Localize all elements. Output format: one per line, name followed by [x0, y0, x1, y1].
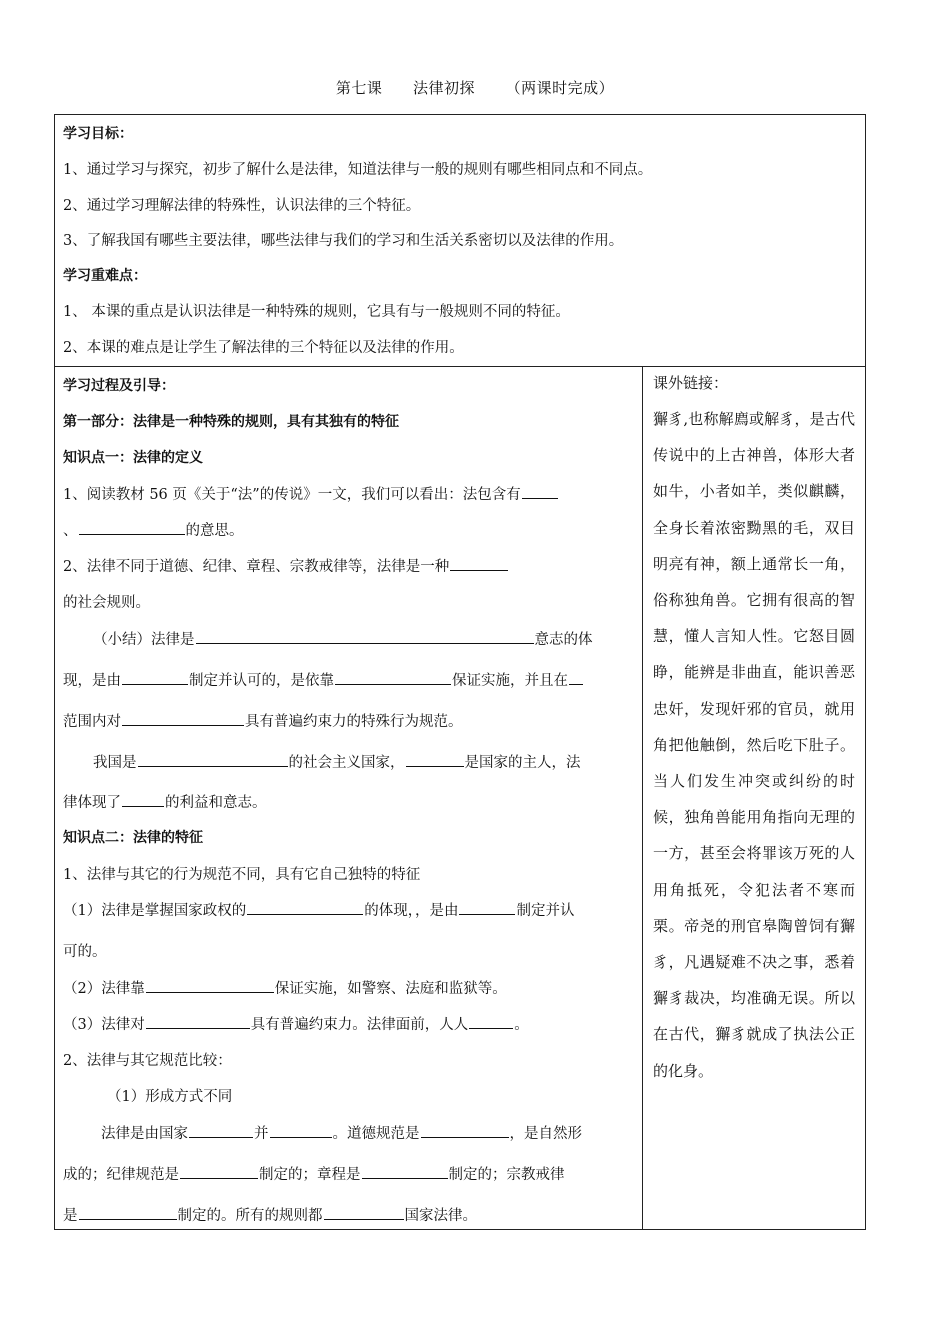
process-heading: 学习过程及引导：: [63, 378, 175, 394]
comparison-text: 法律是由国家: [101, 1126, 188, 1142]
country-text: 的社会主义国家，: [288, 755, 405, 771]
summary-line-3: [63, 710, 463, 731]
summary-text: 制定并认可的，是依靠: [189, 673, 334, 689]
country-line-2: [63, 791, 267, 812]
country-line-1: [93, 751, 581, 772]
feature-intro: 1、法律与其它的行为规范不同，具有它自己独特的特征: [63, 867, 421, 883]
question-2: [63, 555, 509, 576]
summary-line-2: [63, 669, 584, 690]
fill-blank[interactable]: [421, 1123, 509, 1138]
summary-text: 现，是由: [63, 673, 121, 689]
comparison-text: 制定的。所有的规则都: [177, 1208, 323, 1224]
question-1-cont: [63, 519, 244, 540]
feature-text: 的体现，，是由: [364, 903, 459, 919]
feature-text: 保证实施，如警察、法庭和监狱等。: [274, 981, 507, 997]
comparison-text: 制定的；宗教戒律: [448, 1167, 565, 1183]
summary-line-1: [93, 628, 593, 649]
goals-heading: 学习目标：: [63, 126, 133, 142]
comparison-text: ，是自然形: [509, 1126, 582, 1142]
lesson-note: （两课时完成）: [505, 79, 615, 97]
process-column: [55, 367, 643, 1229]
fill-blank[interactable]: [122, 711, 244, 726]
fill-blank[interactable]: [450, 556, 508, 571]
knowledge-point-1-heading: 知识点一：法律的定义: [63, 450, 203, 466]
comparison-text: 是: [63, 1208, 78, 1224]
goal-item-3: 3、了解我国有哪些主要法律，哪些法律与我们的学习和生活关系密切以及法律的作用。: [63, 233, 624, 249]
question-1-end: 的意思。: [185, 523, 244, 539]
country-text: 的利益和意志。: [165, 795, 267, 811]
feature-text: 。: [514, 1017, 529, 1033]
goal-item-1: 1、通过学习与探究，初步了解什么是法律，知道法律与一般的规则有哪些相同点和不同点。: [63, 162, 653, 178]
fill-blank[interactable]: [146, 978, 274, 993]
fill-blank[interactable]: [196, 629, 534, 644]
question-1: [63, 483, 559, 504]
question-1-text: 1、阅读教材 56 页《关于“法”的传说》一文，我们可以看出：法包含有: [63, 487, 521, 503]
fill-blank[interactable]: [189, 1123, 253, 1138]
fill-blank[interactable]: [569, 670, 583, 685]
fill-blank[interactable]: [362, 1164, 448, 1179]
question-2-cont: 的社会规则。: [63, 595, 150, 611]
fill-blank[interactable]: [180, 1164, 258, 1179]
feature-text: （3）法律对: [63, 1017, 145, 1033]
question-2-text: 2、法律不同于道德、纪律、章程、宗教戒律等，法律是一种: [63, 559, 450, 575]
feature-1-cont: 可的。: [63, 944, 107, 960]
fill-blank[interactable]: [406, 752, 464, 767]
key-point-1: 1、 本课的重点是认识法律是一种特殊的规则，它具有与一般规则不同的特征。: [63, 304, 570, 320]
fill-blank[interactable]: [270, 1123, 332, 1138]
feature-text: 具有普遍约束力。法律面前，人人: [250, 1017, 469, 1033]
key-point-2: 2、本课的难点是让学生了解法律的三个特征以及法律的作用。: [63, 340, 464, 356]
country-text: 我国是: [93, 755, 137, 771]
comparison-sub-1: （1）形成方式不同: [107, 1089, 233, 1105]
feature-1: [63, 899, 574, 920]
comparison-text: 。道德规范是: [332, 1126, 420, 1142]
feature-2: [63, 977, 507, 998]
fill-blank[interactable]: [146, 1014, 250, 1029]
fill-blank[interactable]: [122, 792, 164, 807]
goals-section: [55, 115, 865, 367]
fill-blank[interactable]: [122, 670, 188, 685]
comparison-line-1: [101, 1122, 582, 1143]
lesson-topic: 法律初探: [412, 79, 475, 97]
key-points-heading: 学习重难点：: [63, 268, 147, 284]
fill-blank[interactable]: [324, 1205, 404, 1220]
fill-blank[interactable]: [459, 900, 515, 915]
fill-blank[interactable]: [522, 484, 558, 499]
comparison-line-2: [63, 1163, 565, 1184]
page-title: [0, 77, 950, 98]
comparison-text: 国家法律。: [404, 1208, 477, 1224]
part1-heading: 第一部分：法律是一种特殊的规则，具有其独有的特征: [63, 414, 399, 430]
summary-text: 意志的体: [534, 632, 593, 648]
comparison-text: 成的；纪律规范是: [63, 1167, 179, 1183]
extra-link-heading: 课外链接：: [653, 374, 729, 392]
extra-link-text: 獬豸,也称解廌或解豸，是古代传说中的上古神兽，体形大者如牛，小者如羊，类似麒麟，全身长着浓密黝黑的毛，双目明亮有神，额上通常长一角，俗称独角兽。它拥有很高的智慧，懂人言知人性。它怒目圆睁，能辨是非曲直，能识善恶忠奸，发现奸邪的官员，就用角把他触倒，然后吃下肚子。当人们发生冲突或纠纷的时候，独角兽能用角指向无理的一方，甚至会将罪该万死的人用角抵死，令犯法者不寒而栗。帝尧的刑官皋陶曾饲有獬豸，凡遇疑难不决之事，悉着獬豸裁决，均准确无误。所以在古代，獬豸就成了执法公正的化身。: [653, 410, 855, 1080]
lesson-number: 第七课: [335, 79, 383, 97]
fill-blank[interactable]: [469, 1014, 513, 1029]
fill-blank[interactable]: [138, 752, 288, 767]
feature-text: （1）法律是掌握国家政权的: [63, 903, 247, 919]
feature-3: [63, 1013, 529, 1034]
goal-item-2: 2、通过学习理解法律的特殊性，认识法律的三个特征。: [63, 198, 421, 214]
worksheet-table: [54, 114, 866, 1230]
summary-text: 范围内对: [63, 714, 121, 730]
fill-blank[interactable]: [335, 670, 451, 685]
fill-blank[interactable]: [79, 520, 185, 535]
comparison-text: 制定的；章程是: [259, 1167, 361, 1183]
comparison-heading: 2、法律与其它规范比较：: [63, 1053, 232, 1069]
fill-blank[interactable]: [247, 900, 363, 915]
question-1-sep: 、: [63, 523, 78, 539]
fill-blank[interactable]: [79, 1205, 177, 1220]
comparison-text: 并: [254, 1126, 269, 1142]
summary-text: （小结）法律是: [93, 632, 195, 648]
country-text: 律体现了: [63, 795, 121, 811]
extra-link-column: [643, 367, 865, 1229]
summary-text: 保证实施，并且在: [452, 673, 568, 689]
comparison-line-3: [63, 1204, 477, 1225]
summary-text: 具有普遍约束力的特殊行为规范。: [245, 714, 463, 730]
feature-text: （2）法律靠: [63, 981, 145, 997]
knowledge-point-2-heading: 知识点二：法律的特征: [63, 830, 203, 846]
country-text: 是国家的主人，法: [464, 755, 581, 771]
feature-text: 制定并认: [516, 903, 575, 919]
